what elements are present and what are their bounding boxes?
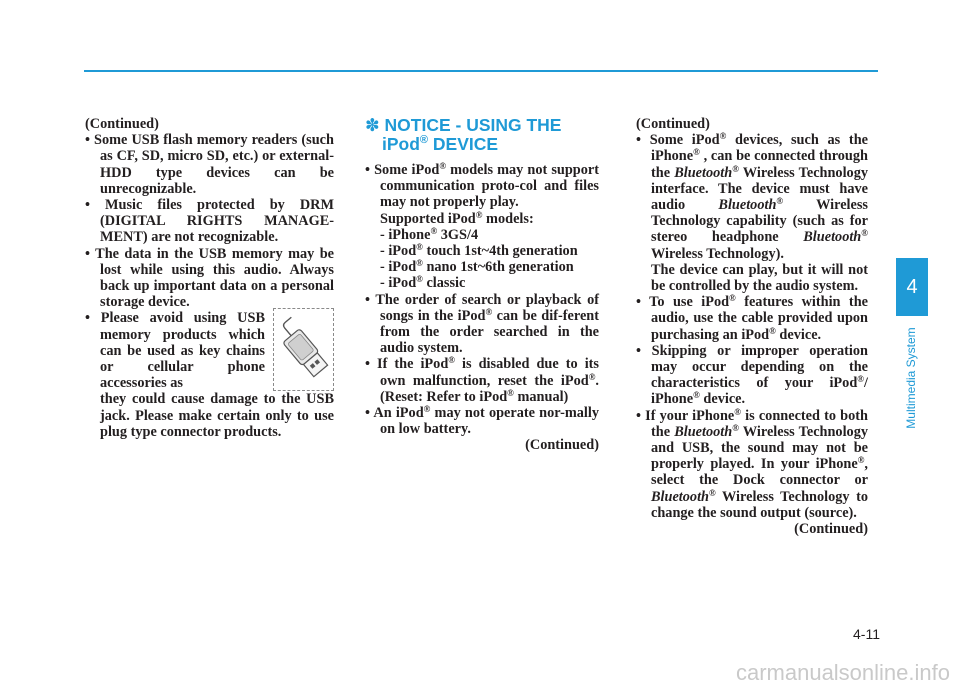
bullet-item: • The data in the USB memory may be lost while using this audio. Always back up important data on a personal storage device. (85, 245, 335, 311)
bullet-item: • The order of search or playback of songs in the iPod® can be dif-ferent from the order searched in the audio system. (365, 291, 599, 357)
column-1 (85, 116, 334, 440)
usb-flash-drive-icon (273, 308, 334, 391)
usb-warning-row (85, 310, 334, 391)
continued-label: (Continued) (794, 521, 868, 538)
bullet-item: • Please avoid using USB memory products which can be used as key chains or cellular phone accessories as (85, 310, 265, 392)
chapter-tab: 4 (896, 258, 928, 316)
bullet-item: • An iPod® may not operate nor-mally on low battery. (365, 404, 599, 438)
continued-label: (Continued) (85, 116, 159, 132)
chapter-label: Multimedia System (904, 327, 918, 429)
bullet-item: • To use iPod® features within the audio, use the cable provided upon purchasing an iPod® device. (636, 293, 868, 343)
column-2 (365, 116, 599, 454)
column-3 (636, 116, 868, 537)
bullet-item: • Some iPod® devices, such as the iPhone® , can be connected through the Bluetooth® Wireless Technology interface. The device must have audio Bluetooth® Wireless Technology capability (such as for stereo headphone Bluetooth® Wireless Technology). The device can play, but it will not be controlled by the audio system. (636, 131, 869, 295)
continued-label: (Continued) (525, 437, 599, 454)
bullet-item: • If your iPhone® is connected to both the Bluetooth® Wireless Technology and USB, the sound may not be properly played. In your iPhone®, select the Dock connector or Bluetooth® Wireless Technology to change the sound output (source). (636, 406, 869, 521)
watermark: carmanualsonline.info (735, 660, 950, 685)
bullet-continuation: they could cause damage to the USB jack. Please make certain only to use plug type connector products. (100, 391, 334, 440)
header-rule (84, 70, 878, 72)
continued-label: (Continued) (636, 116, 710, 132)
bullet-item: • Music files protected by DRM (DIGITAL RIGHTS MANAGE-MENT) are not recognizable. (85, 197, 334, 246)
bullet-item: • If the iPod® is disabled due to its own malfunction, reset the iPod®. (Reset: Refer to iPod® manual) (365, 355, 599, 405)
notice-heading: ✽ NOTICE - USING THE iPod® DEVICE (365, 115, 562, 154)
bullet-item: • Skipping or improper operation may occur depending on the characteristics of your iPod®/ iPhone® device. (636, 342, 868, 408)
bullet-item: • Some iPod® models may not support communication proto-col and files may not properly play. Supported iPod® models: - iPhone® 3GS/4 - iPod® touch 1st~4th generation - iPod® nano 1st~6th generation - iPod® classic (365, 161, 599, 292)
page-number: 4-11 (853, 626, 880, 642)
bullet-item: • Some USB flash memory readers (such as CF, SD, micro SD, etc.) or external-HDD type devices can be unrecognizable. (85, 132, 334, 197)
